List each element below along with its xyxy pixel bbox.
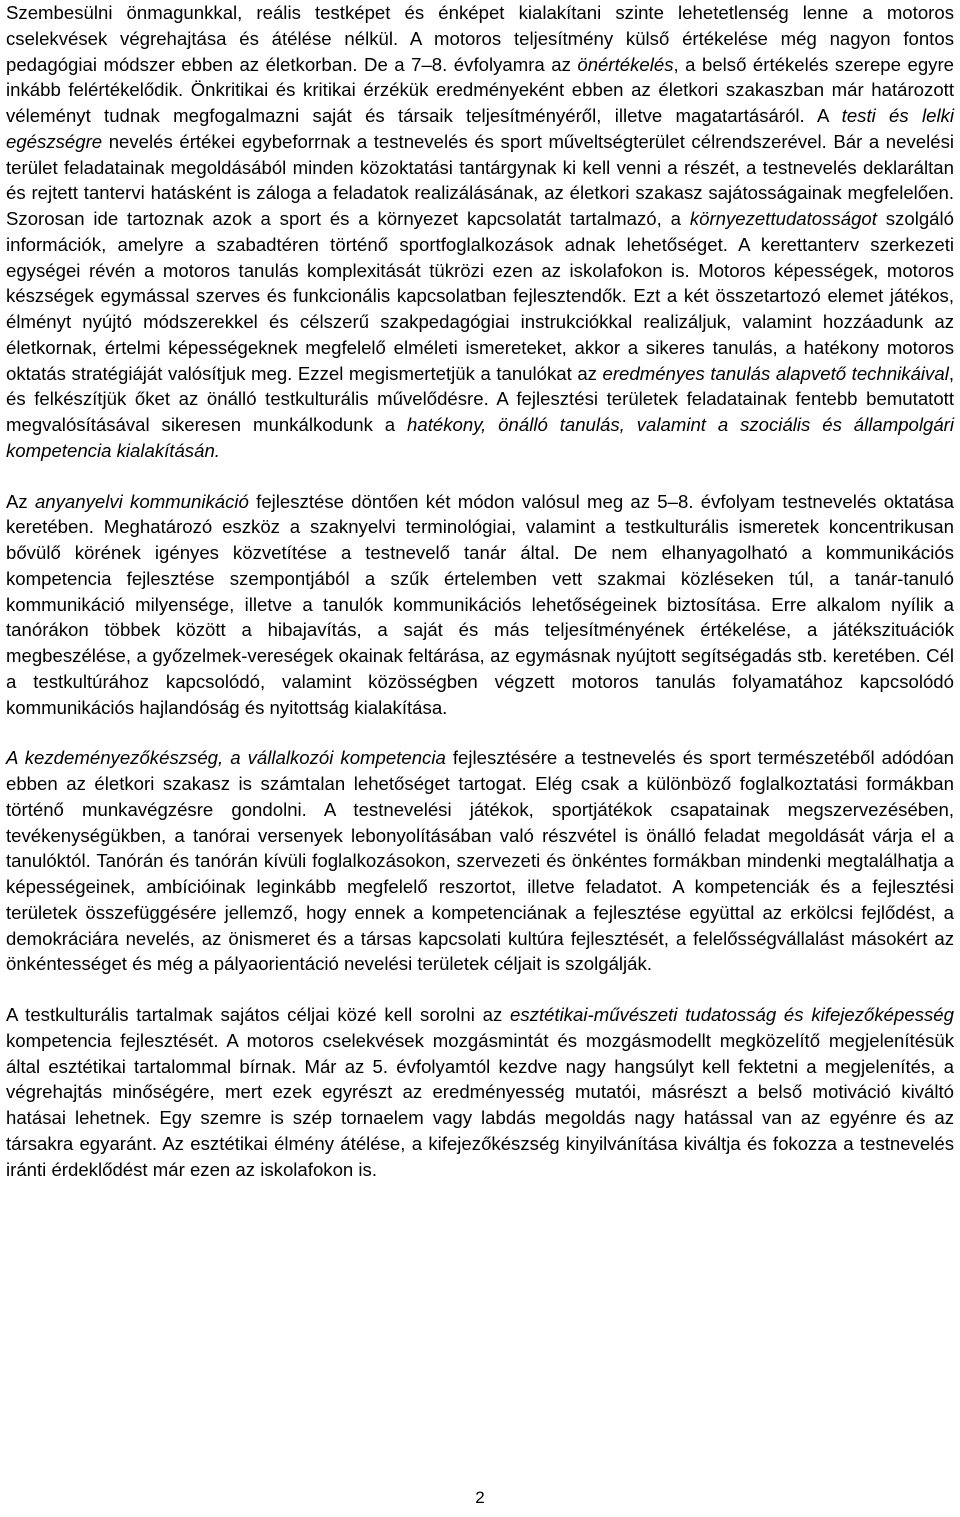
- paragraph-1: [6, 0, 954, 464]
- emphasized-text: önértékelés: [577, 53, 674, 75]
- document-page: [6, 0, 954, 1182]
- emphasized-text: hatékony, önálló tanulás, valamint a szociális és állampolgári kompetencia kialakításán.: [6, 414, 955, 461]
- paragraph-4: [6, 1002, 954, 1182]
- text-run: Szembesülni önmagunkkal, reális testképet és énképet kialakítani szinte lehetetlenség lenne a motoros cselekvések végrehajtása és átélése nélkül. A motoros teljesítmény külső értékelése még nagyon fontos pedagógiai módszer ebben az életkorban. De a 7–8. évfolyamra az: [6, 2, 954, 75]
- paragraph-2: [6, 489, 954, 721]
- text-run: , és felkészítjük őket az önálló testkulturális művelődésre. A fejlesztési területek feladatainak fentebb bemutatott megvalósításával sikeresen munkálkodunk a: [6, 362, 954, 435]
- text-run: szolgáló információk, amelyre a szabadtéren történő sportfoglalkozások adnak lehetőséget. A kerettanterv szerkezeti egységei révén a motoros tanulás komplexitását tükrözi ezen az iskolafokon is. Motoros képességek, motoros készségek egymással szerves és funkcionális kapcsolatban fejlesztendők. Ezt a két összetartozó elemet játékos, élményt nyújtó módszerekkel és célszerű szakpedagógiai instrukciókkal realizáljuk, valamint hozzáadunk az életkornak, értelmi képességeknek megfelelő elméleti ismereteket, akkor a sikeres tanulás, a hatékony motoros oktatás stratégiáját valósítjuk meg. Ezzel megismertetjük a tanulókat az: [6, 208, 954, 384]
- text-run: , a belső értékelés szerepe egyre inkább felértékelődik. Önkritikai és kritikai érzékük eredményeként ebben az életkori szakaszban már határozott véleményt tudnak megfogalmazni saját és társaik teljesítményéről, illetve magatartásáról. A: [6, 53, 954, 126]
- text-run: fejlesztésére a testnevelés és sport természetéből adódóan ebben az életkori szakasz is számtalan lehetőséget tartogat. Elég csak a különböző foglalkoztatási formákban történő munkavégzésre gondolni. A testnevelési játékok, sportjátékok csapatainak megszervezésében, tevékenységükben, a tanórai versenyek lebonyolításában való részvétel is önálló feladat megoldását várja el a tanulóktól. Tanórán és tanórán kívüli foglalkozásokon, szervezeti és önkéntes formákban mindenki megtalálhatja a képességeinek, ambícióinak leginkább megfelelő reszortot, illetve feladatot. A kompetenciák és a fejlesztési területek összefüggésére jellemző, hogy ennek a kompetenciának a fejlesztése együttal az erkölcsi fejlődést, a demokráciára nevelés, az önismeret és a társas kapcsolati kultúra fejlesztését, a felelősségvállalást másokért az önkéntességet és még a pályaorientáció nevelési területek céljait is szolgálják.: [6, 747, 955, 975]
- emphasized-text: A kezdeményezőkészség, a vállalkozói kompetencia: [6, 747, 446, 769]
- text-run: nevelés értékei egybeforrnak a testnevelés és sport műveltségterület célrendszerével. Bár a nevelési terület feladatainak megoldásából minden közoktatási tantárgynak ki kell venni a részét, a testnevelés deklaráltan és rejtett tantervi hatásként is záloga a feladatok realizálásának, az életkori szakasz sajátosságainak megfelelően. Szorosan ide tartoznak azok a sport és a környezet kapcsolatát tartalmazó, a: [6, 130, 954, 229]
- emphasized-text: környezettudatosságot: [689, 208, 877, 229]
- emphasized-text: esztétikai-művészeti tudatosság és kifejezőképesség: [510, 1004, 954, 1025]
- text-run: kompetencia fejlesztését. A motoros cselekvések mozgásmintát és mozgásmodellt megközelítő megjelenítésük által esztétikai tartalommal bírnak. Már az 5. évfolyamtól kezdve nagy hangsúlyt kell fektetni a megjelenítés, a végrehajtás minőségére, mert ezek egyrészt az eredményesség mutatói, másrészt a belső motiváció kiváltó hatásai lehetnek. Egy szemre is szép tornaelem vagy labdás megoldás nagy hatással van az egyénre és az társakra egyaránt. Az esztétikai élmény átélése, a kifejezőkészség kinyilvánítása kiváltja és fokozza a testnevelés iránti érdeklődést már ezen az iskolafokon is.: [6, 1029, 954, 1180]
- text-run: Az: [6, 490, 35, 512]
- text-run: A testkulturális tartalmak sajátos céljai közé kell sorolni az: [6, 1004, 511, 1025]
- text-run: fejlesztése döntően két módon valósul meg az 5–8. évfolyam testnevelés oktatása keretében. Meghatározó eszköz a szaknyelvi terminológiai, valamint a testkulturális ismeretek koncentrikusan bővülő körének igényes közvetítése a testnevelő tanár által. De nem elhanyagolható a kommunikációs kompetencia fejlesztése szempontjából a szűk értelemben vett szakmai közléseken túl, a tanár-tanuló kommunikáció milyensége, illetve a tanulók kommunikációs lehetőségeinek biztosítása. Erre alkalom nyílik a tanórákon többek között a hibajavítás, a saját és más teljesítményének értékelése, a játékszituációk megbeszélése, a győzelmek-vereségek okainak feltárása, az egymásnak nyújtott segítségadás stb. keretében. Cél a testkultúrához kapcsolódó, valamint közösségben végzett motoros tanulás folyamatához kapcsolódó kommunikációs hajlandóság és nyitottság kialakítása.: [6, 490, 954, 718]
- paragraph-3: [6, 745, 954, 977]
- emphasized-text: testi és lelki egészségre: [6, 105, 954, 152]
- emphasized-text: anyanyelvi kommunikáció: [34, 490, 249, 512]
- emphasized-text: eredményes tanulás alapvető technikáival: [602, 362, 949, 384]
- page-number: 2: [475, 1488, 485, 1507]
